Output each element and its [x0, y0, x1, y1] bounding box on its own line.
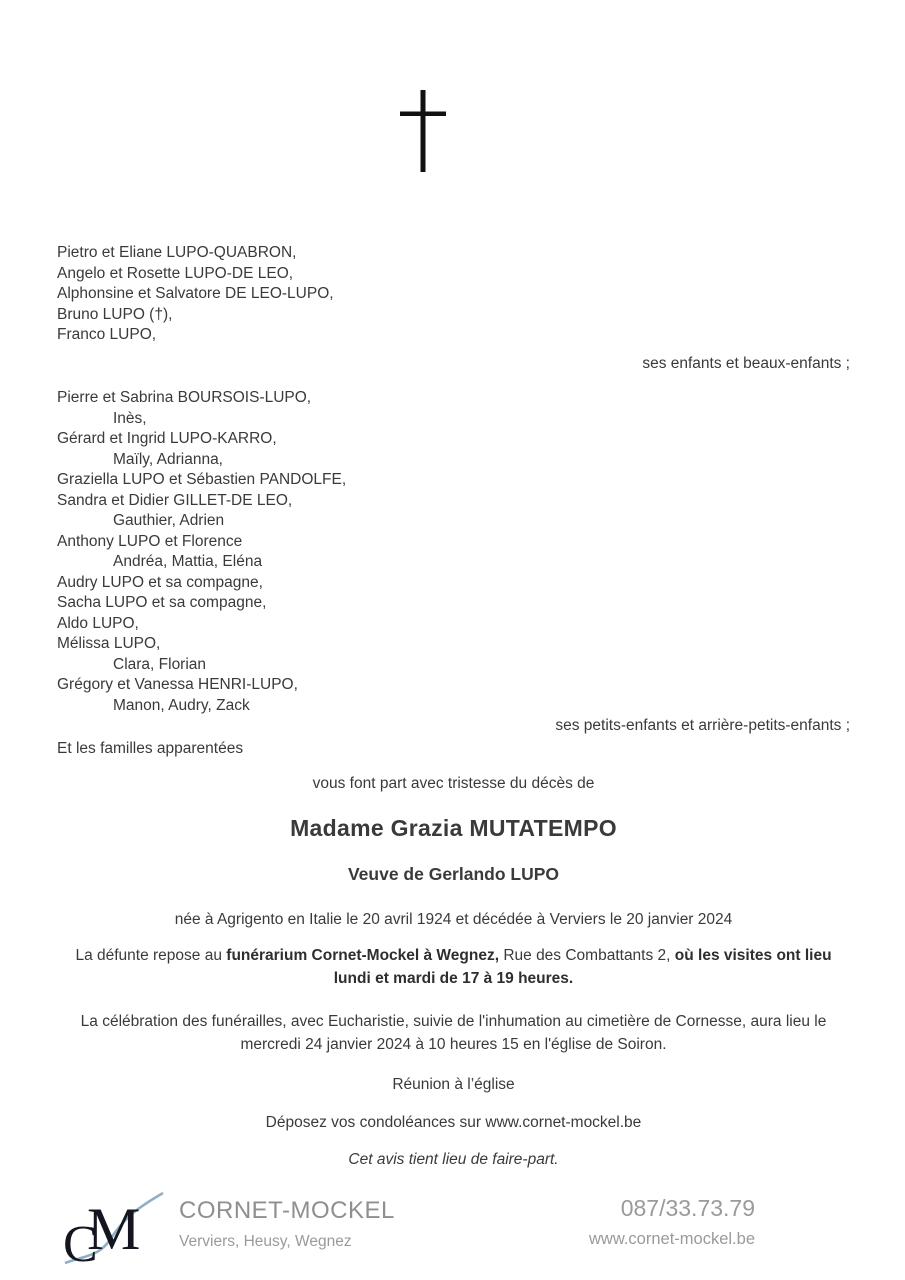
family-member-line: Clara, Florian	[113, 655, 207, 673]
family-member-line: Anthony LUPO et Florence	[57, 532, 243, 550]
family-member-line: Sandra et Didier GILLET-DE LEO,	[57, 491, 293, 509]
life-dates-line: née à Agrigento en Italie le 20 avril 1924 et décédée à Verviers le 20 janvier 2024	[174, 911, 733, 928]
family-member-line: Angelo et Rosette LUPO-DE LEO,	[57, 264, 294, 282]
family-member-line: Grégory et Vanessa HENRI-LUPO,	[57, 676, 298, 693]
repose-funerarium-bold: funérarium Cornet-Mockel à Wegnez,	[226, 947, 500, 964]
ceremony-paragraph: La célébration des funérailles, avec Eucharistie, suivie de l'inhumation au cimetière de Cornesse, aura lieu le mercredi 24 janvier 2024 à 10 heures 15 en l'église de Soiron.	[80, 1013, 827, 1053]
phone-number: 087/33.73.79	[620, 1195, 755, 1221]
grandchildren-caption: ses petits-enfants et arrière-petits-enfants ;	[555, 717, 850, 734]
logo-letter-c: C	[63, 1216, 98, 1273]
repose-visits-bold: où les visites ont lieu lundi et mardi de 17 à 19 heures.	[333, 947, 832, 987]
family-member-line: Alphonsine et Salvatore DE LEO-LUPO,	[57, 285, 334, 302]
notice-body	[57, 243, 850, 1169]
latin-cross-icon	[393, 90, 453, 172]
family-member-line: Pietro et Eliane LUPO-QUABRON,	[57, 244, 297, 261]
meeting-line: Réunion à l’église	[392, 1076, 515, 1093]
children-caption: ses enfants et beaux-enfants ;	[642, 354, 850, 372]
family-member-line: Pierre et Sabrina BOURSOIS-LUPO,	[57, 389, 312, 406]
family-member-line: Mélissa LUPO,	[57, 635, 161, 652]
deceased-name: Madame Grazia MUTATEMPO	[290, 815, 617, 841]
condolences-line: Déposez vos condoléances sur www.cornet-mockel.be	[265, 1114, 642, 1131]
family-member-line: Manon, Audry, Zack	[113, 696, 250, 714]
company-name: CORNET-MOCKEL	[179, 1197, 395, 1224]
logo-letter-m: M	[87, 1196, 141, 1262]
announcement-intro: vous font part avec tristesse du décès de	[312, 775, 595, 792]
repose-address: Rue des Combattants 2,	[499, 947, 675, 964]
cornet-mockel-logo	[57, 1185, 172, 1275]
family-member-line: Franco LUPO,	[57, 326, 157, 343]
repose-text: La défunte repose au	[75, 947, 227, 964]
footer-company-block	[179, 1197, 395, 1251]
children-list	[57, 243, 850, 346]
family-member-line: Inès,	[113, 409, 147, 427]
funeral-home-footer	[57, 1185, 850, 1275]
family-member-line: Bruno LUPO (†),	[57, 305, 173, 323]
website-url: www.cornet-mockel.be	[589, 1230, 755, 1248]
family-member-line: Andréa, Mattia, Eléna	[113, 553, 263, 570]
family-member-line: Maïly, Adrianna,	[113, 450, 223, 468]
family-member-line: Gauthier, Adrien	[113, 512, 225, 529]
family-member-line: Sacha LUPO et sa compagne,	[57, 594, 267, 611]
family-member-line: Gérard et Ingrid LUPO-KARRO,	[57, 430, 277, 447]
faire-part-notice: Cet avis tient lieu de faire-part.	[348, 1151, 559, 1168]
family-member-line: Aldo LUPO,	[57, 614, 139, 632]
footer-contact-block	[589, 1195, 755, 1249]
repose-paragraph	[57, 944, 850, 990]
grandchildren-list	[57, 388, 850, 716]
related-families-line: Et les familles apparentées	[57, 739, 244, 757]
family-member-line: Audry LUPO et sa compagne,	[57, 573, 263, 591]
company-locations: Verviers, Heusy, Wegnez	[179, 1233, 352, 1250]
widow-line: Veuve de Gerlando LUPO	[347, 864, 560, 884]
family-member-line: Graziella LUPO et Sébastien PANDOLFE,	[57, 471, 347, 488]
